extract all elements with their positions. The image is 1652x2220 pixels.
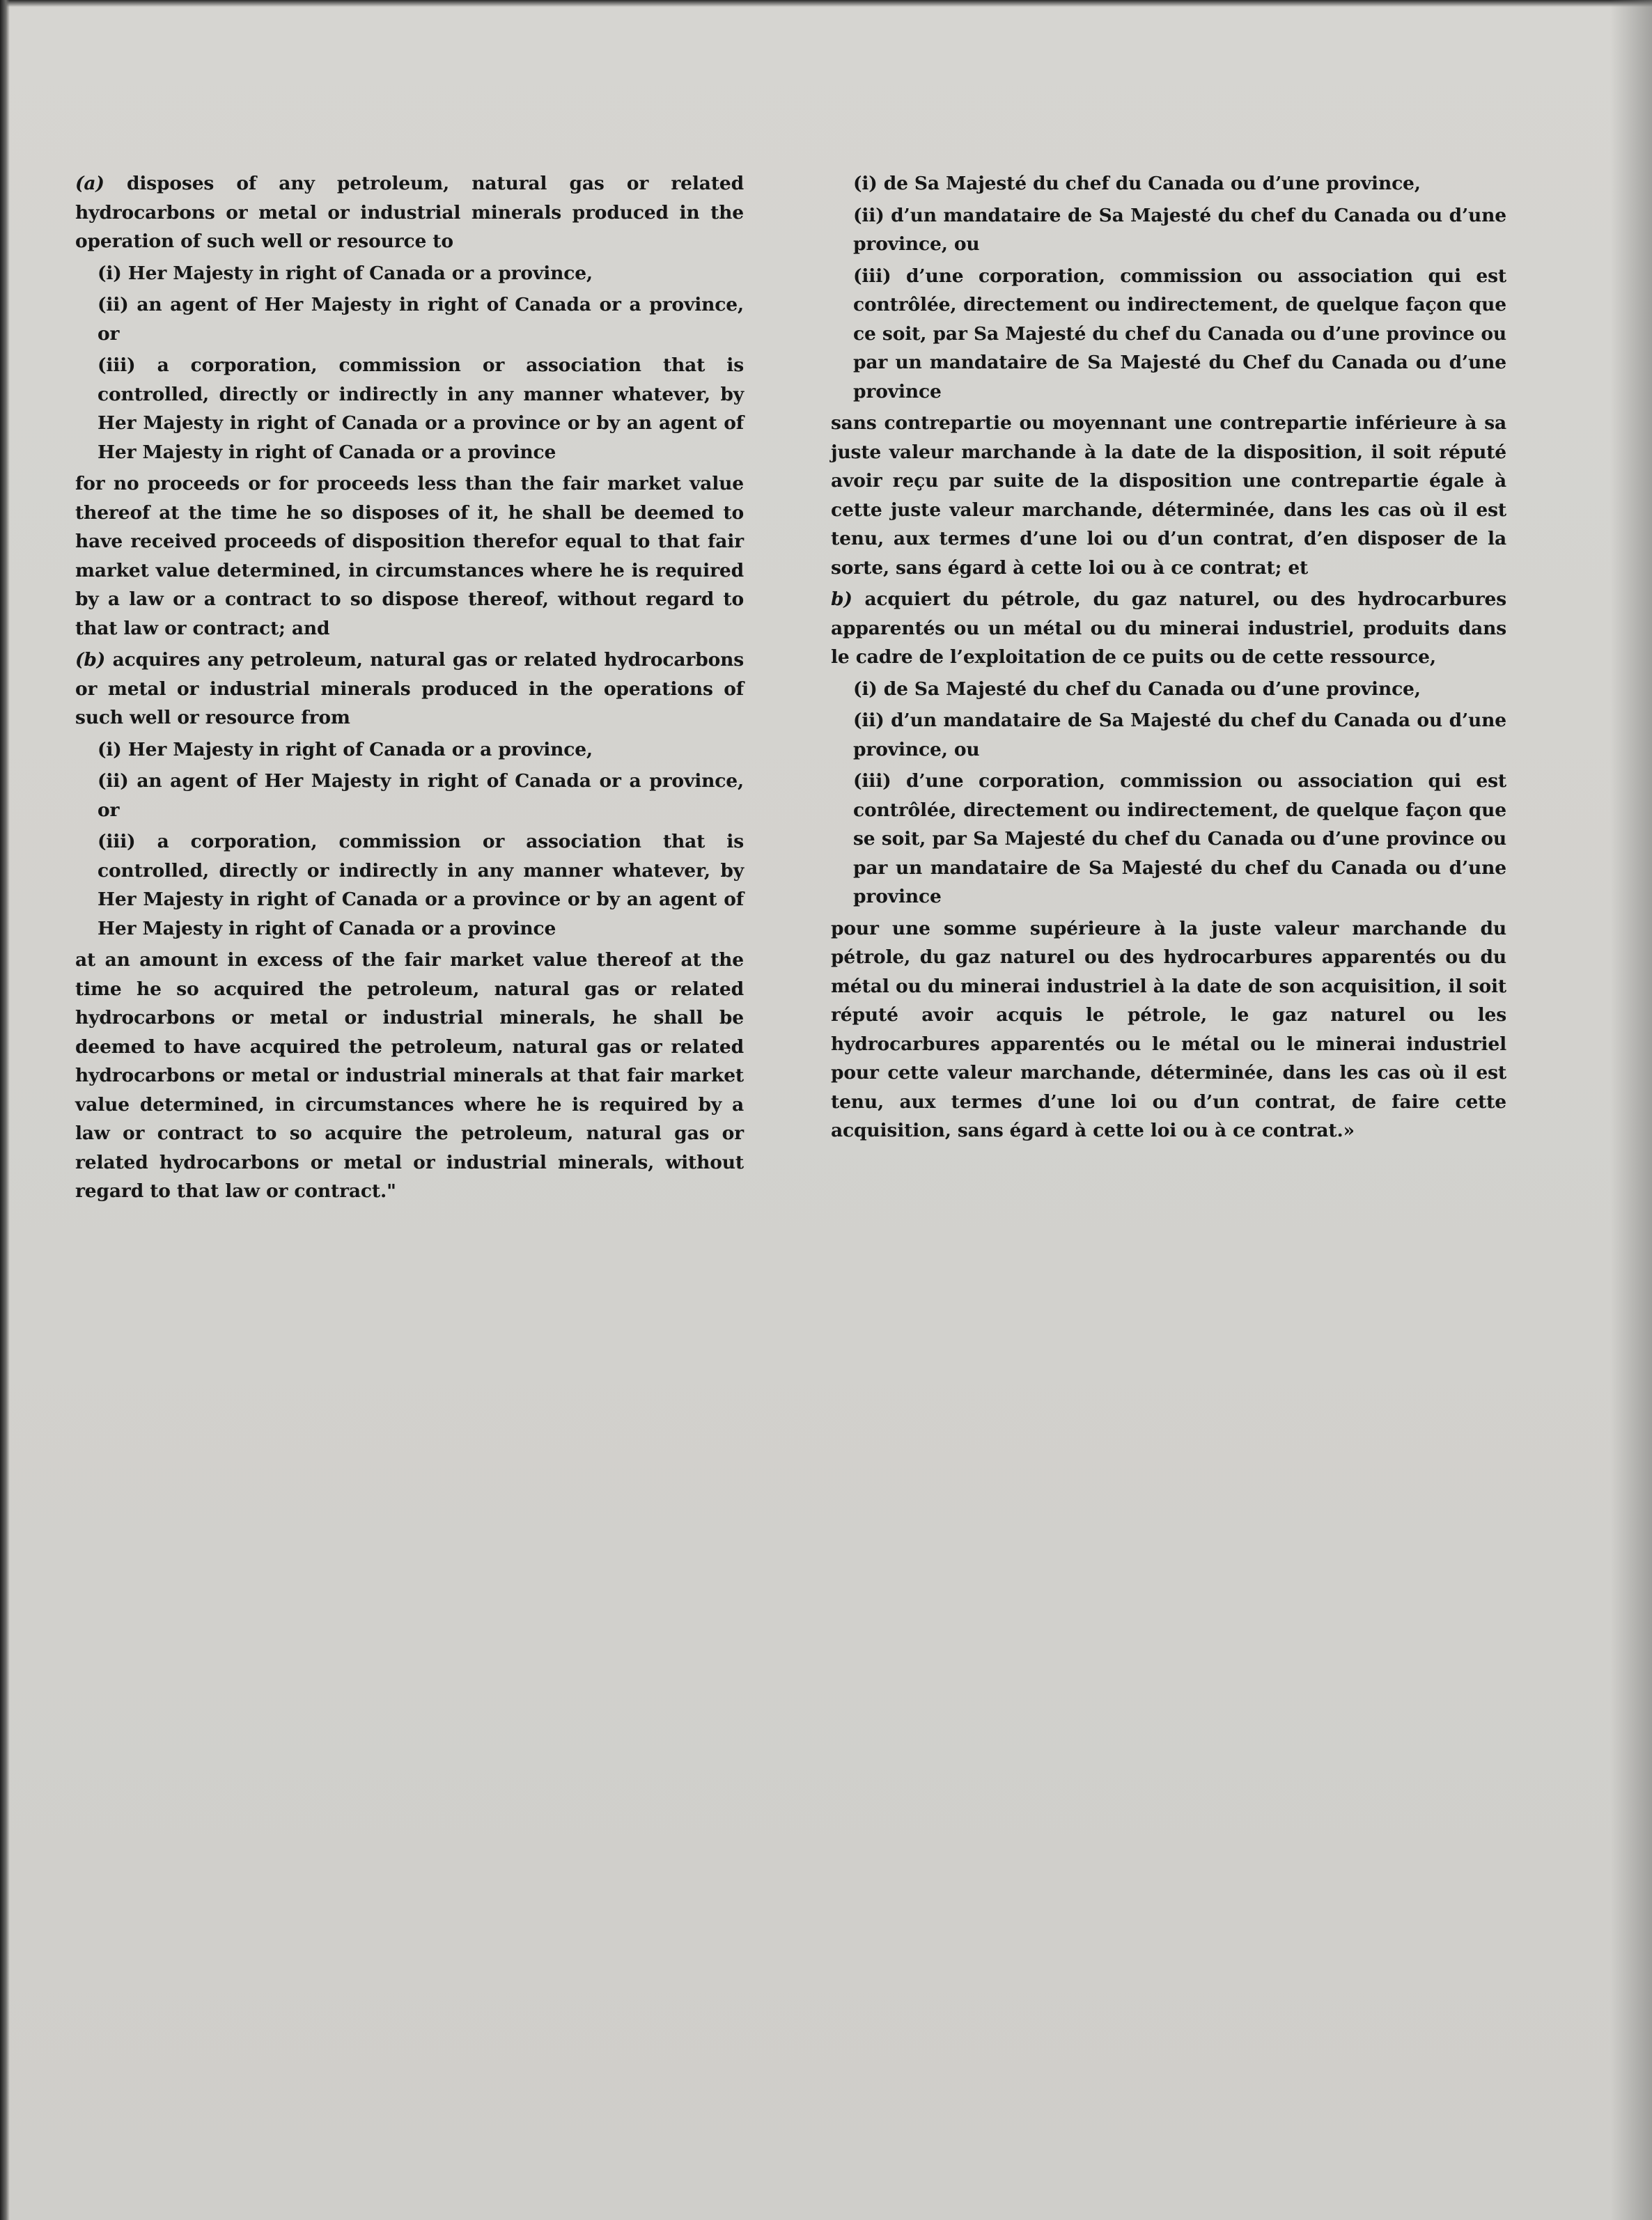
clause-a-ii: (ii) an agent of Her Majesty in right of Canada or a province, or (98, 294, 744, 345)
paragraph-b-text: acquires any petroleum, natural gas or related hydrocarbons or metal or industrial minerals produced in the operations of such well or resource from (75, 649, 744, 728)
paragraph-a-text: disposes of any petroleum, natural gas or related hydrocarbons or metal or industrial minerals produced in the operation of such well or resource to (75, 173, 744, 252)
clause-fr-a-i: (i) de Sa Majesté du chef du Canada ou d’une province, (853, 173, 1421, 194)
clause-b-iii: (iii) a corporation, commission or association that is controlled, directly or indirectly in any manner whatever, by Her Majesty in right of Canada or a province or by an agent of Her Majesty in right of Canada or a province (98, 831, 744, 939)
clause-fr-b-ii: (ii) d’un mandataire de Sa Majesté du chef du Canada ou d’une province, ou (853, 710, 1506, 760)
paragraph-a (75, 169, 744, 256)
paragraph-fr-a-close: sans contrepartie ou moyennant une contrepartie inférieure à sa juste valeur marchande à la date de la disposition, il soit réputé avoir reçu par suite de la disposition une contrepartie égale à cette juste valeur marchande, déterminée, dans les cas où il est tenu, aux termes d’une loi ou d’un contrat, d’en disposer de la sorte, sans égard à cette loi ou à ce contrat; et (831, 412, 1506, 579)
scan-right-shadow (1610, 0, 1652, 2220)
clause-b-i: (i) Her Majesty in right of Canada or a province, (98, 738, 593, 760)
paragraph-fr-b (831, 585, 1506, 672)
clause-fr-a-ii: (ii) d’un mandataire de Sa Majesté du chef du Canada ou d’une province, ou (853, 204, 1506, 255)
paragraph-fr-b-mark: b) (831, 588, 852, 610)
clause-a-iii: (iii) a corporation, commission or association that is controlled, directly or indirectly in any manner whatever, by Her Majesty in right of Canada or a province or by an agent of Her Majesty in right of Canada or a province (98, 354, 744, 463)
paragraph-b (75, 646, 744, 733)
clause-fr-b-iii: (iii) d’une corporation, commission ou association qui est contrôlée, directement ou indirectement, de quelque façon que se soit, par Sa Majesté du chef du Canada ou d’une province ou par un mandataire de Sa Majesté du chef du Canada ou d’une province (853, 770, 1506, 907)
paragraph-b-close: at an amount in excess of the fair market value thereof at the time he so acquired the petroleum, natural gas or related hydrocarbons or metal or industrial minerals, he shall be deemed to have acquired the petroleum, natural gas or related hydrocarbons or metal or industrial minerals at that fair market value determined, in circumstances where he is required by a law or contract to so acquire the petroleum, natural gas or related hydrocarbons or metal or industrial minerals, without regard to that law or contract." (75, 949, 744, 1202)
clause-a-i: (i) Her Majesty in right of Canada or a province, (98, 262, 593, 284)
clause-fr-b-i: (i) de Sa Majesté du chef du Canada ou d’une province, (853, 678, 1421, 700)
english-column (75, 169, 744, 1206)
paragraph-b-mark: (b) (75, 649, 106, 671)
scan-top-edge (0, 0, 1652, 7)
paragraph-a-mark: (a) (75, 173, 104, 194)
paragraph-fr-b-text: acquiert du pétrole, du gaz naturel, ou des hydrocarbures apparentés ou un métal ou du minerai industriel, produits dans le cadre de l’exploitation de ce puits ou de cette ressource, (831, 588, 1506, 668)
scan-left-edge (0, 0, 10, 2220)
paragraph-fr-b-close: pour une somme supérieure à la juste valeur marchande du pétrole, du gaz naturel ou des hydrocarbures apparentés ou du métal ou du minerai industriel à la date de son acquisition, il soit réputé avoir acquis le pétrole, le gaz naturel ou les hydrocarbures apparentés ou le métal ou le minerai industriel pour cette valeur marchande, déterminée, dans les cas où il est tenu, aux termes d’une loi ou d’un contrat, de faire cette acquisition, sans égard à cette loi ou à ce contrat.» (831, 917, 1506, 1141)
clause-fr-a-iii: (iii) d’une corporation, commission ou association qui est contrôlée, directement ou indirectement, de quelque façon que ce soit, par Sa Majesté du chef du Canada ou d’une province ou par un mandataire de Sa Majesté du Chef du Canada ou d’une province (853, 265, 1506, 402)
paragraph-a-close: for no proceeds or for proceeds less than the fair market value thereof at the time he so disposes of it, he shall be deemed to have received proceeds of disposition therefor equal to that fair market value determined, in circumstances where he is required by a law or a contract to so dispose thereof, without regard to that law or contract; and (75, 473, 744, 639)
french-column (831, 169, 1506, 1146)
clause-b-ii: (ii) an agent of Her Majesty in right of Canada or a province, or (98, 770, 744, 821)
